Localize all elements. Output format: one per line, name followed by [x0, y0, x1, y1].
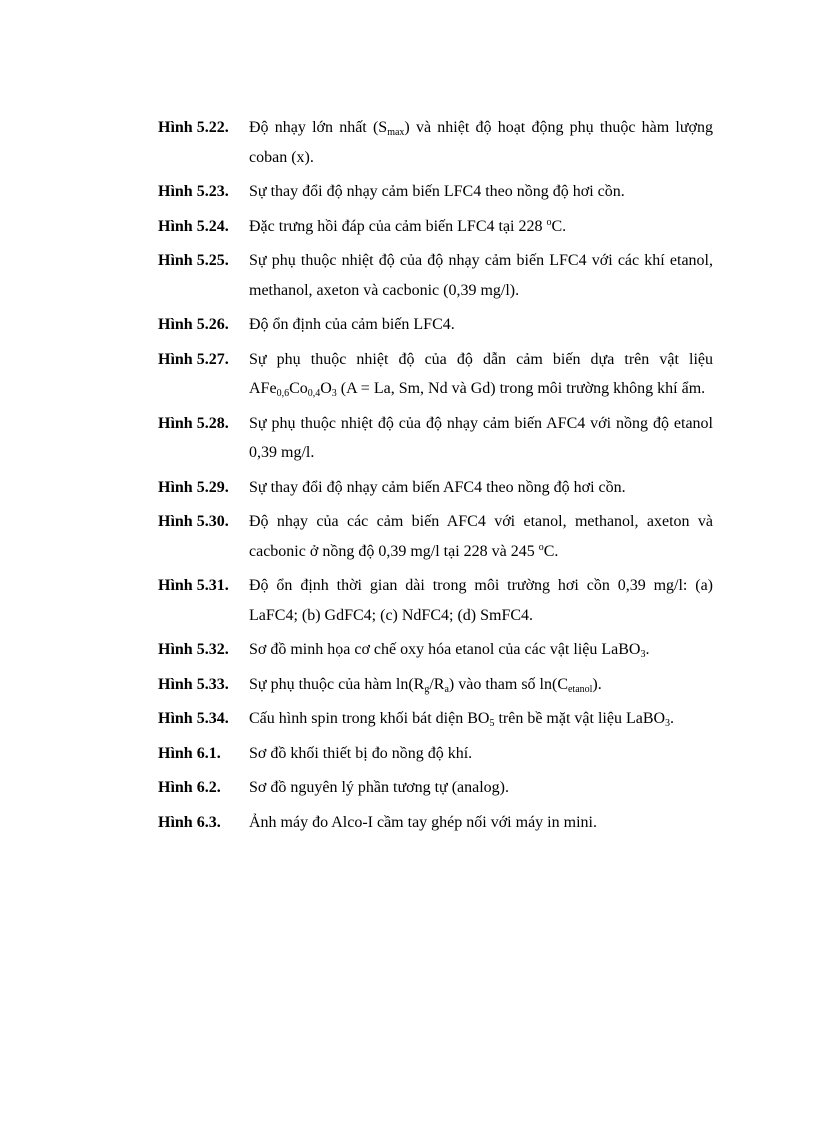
- subscript-text: 3: [665, 718, 671, 729]
- caption-text: Sơ đồ minh họa cơ chế oxy hóa etanol của các vật liệu LaBO: [249, 641, 641, 658]
- figure-caption: [249, 310, 713, 340]
- figure-label: Hình 5.27.: [158, 350, 229, 368]
- figure-list: [158, 113, 713, 842]
- figure-entry: [158, 246, 713, 305]
- figure-caption: [249, 507, 713, 566]
- figure-label: Hình 5.29.: [158, 478, 229, 496]
- caption-text: Đặc trưng hồi đáp của cảm biến LFC4 tại 228: [249, 217, 547, 235]
- caption-text: Sự phụ thuộc nhiệt độ của độ dẫn cảm biến dựa trên vật liệu AFe: [249, 350, 713, 397]
- figure-label: Hình 5.23.: [158, 183, 229, 200]
- figure-entry: [158, 409, 713, 468]
- figure-label: Hình 5.33.: [158, 675, 229, 693]
- figure-caption: [249, 808, 713, 838]
- caption-text: Sự phụ thuộc nhiệt độ của độ nhạy cảm biến AFC4 với nồng độ etanol 0,39 mg/l.: [249, 414, 713, 461]
- caption-text: ) và nhiệt độ hoạt động phụ thuộc hàm lượng coban (x).: [249, 119, 713, 166]
- figure-entry: [158, 808, 713, 838]
- caption-text: .: [645, 641, 650, 658]
- figure-entry: [158, 113, 713, 172]
- caption-text: Độ ổn định của cảm biến LFC4.: [249, 316, 455, 333]
- caption-text: O: [320, 380, 332, 397]
- superscript-text: o: [538, 541, 544, 553]
- subscript-text: a: [444, 683, 449, 695]
- caption-text: Ảnh máy đo Alco-I cầm tay ghép nối với máy in mini.: [249, 813, 597, 831]
- subscript-text: 0,6: [276, 388, 290, 399]
- figure-entry: [158, 212, 713, 242]
- figure-entry: [158, 739, 713, 769]
- caption-text: Sự thay đổi độ nhạy cảm biến AFC4 theo nồng độ hơi cồn.: [249, 478, 626, 496]
- figure-caption: [249, 739, 713, 769]
- caption-text: C.: [543, 542, 559, 560]
- figure-caption: [249, 635, 713, 665]
- figure-caption: [249, 473, 713, 503]
- figure-caption: [249, 704, 713, 734]
- caption-text: Sơ đồ nguyên lý phần tương tự (analog).: [249, 779, 510, 796]
- subscript-text: 0,4: [307, 388, 321, 399]
- caption-text: (A = La, Sm, Nd và Gd) trong môi trường không khí ẩm.: [336, 380, 706, 397]
- caption-text: Độ nhạy của các cảm biến AFC4 với etanol, methanol, axeton và cacbonic ở nồng độ 0,39 mg/l tại 228 và 245: [249, 513, 713, 560]
- figure-label: Hình 5.30.: [158, 513, 229, 530]
- figure-entry: [158, 773, 713, 803]
- figure-entry: [158, 704, 713, 734]
- figure-entry: [158, 345, 713, 404]
- subscript-text: 3: [640, 649, 646, 660]
- subscript-text: 5: [489, 718, 495, 729]
- figure-label: Hình 5.28.: [158, 414, 229, 432]
- figure-label: Hình 5.22.: [158, 119, 229, 136]
- figure-entry: [158, 571, 713, 630]
- caption-text: ) vào tham số ln(C: [448, 675, 568, 693]
- caption-text: Co: [289, 380, 308, 397]
- figure-entry: [158, 310, 713, 340]
- figure-entry: [158, 177, 713, 207]
- figure-label: Hình 5.31.: [158, 577, 229, 594]
- caption-text: Độ ổn định thời gian dài trong môi trường hơi cồn 0,39 mg/l: (a) LaFC4; (b) GdFC4; (c) NdFC4; (d) SmFC4.: [249, 577, 713, 624]
- figure-label: Hình 6.2.: [158, 779, 221, 796]
- figure-label: Hình 6.3.: [158, 813, 221, 831]
- figure-label: Hình 5.34.: [158, 710, 229, 727]
- figure-caption: [249, 212, 713, 242]
- figure-label: Hình 5.26.: [158, 316, 229, 333]
- figure-entry: [158, 507, 713, 566]
- caption-text: Độ nhạy lớn nhất (S: [249, 119, 388, 136]
- figure-caption: [249, 345, 713, 404]
- caption-text: Cấu hình spin trong khối bát diện BO: [249, 710, 490, 727]
- figure-entry: [158, 635, 713, 665]
- caption-text: trên bề mặt vật liệu LaBO: [494, 710, 666, 727]
- caption-text: .: [670, 710, 675, 727]
- figure-caption: [249, 409, 713, 468]
- figure-label: Hình 5.32.: [158, 641, 229, 658]
- caption-text: Sự thay đổi độ nhạy cảm biến LFC4 theo nồng độ hơi cồn.: [249, 183, 625, 200]
- subscript-text: max: [387, 127, 405, 138]
- figure-entry: [158, 473, 713, 503]
- figure-label: Hình 5.25.: [158, 252, 229, 269]
- superscript-text: o: [546, 216, 552, 228]
- figure-caption: [249, 177, 713, 207]
- subscript-text: etanol: [567, 683, 593, 695]
- caption-text: Sự phụ thuộc của hàm ln(R: [249, 675, 425, 693]
- subscript-text: 3: [331, 388, 337, 399]
- figure-caption: [249, 113, 713, 172]
- figure-entry: [158, 670, 713, 700]
- caption-text: /R: [429, 675, 445, 693]
- figure-label: Hình 5.24.: [158, 217, 229, 235]
- figure-caption: [249, 571, 713, 630]
- caption-text: C.: [551, 217, 567, 235]
- figure-caption: [249, 670, 713, 700]
- figure-caption: [249, 246, 713, 305]
- caption-text: ).: [592, 675, 602, 693]
- subscript-text: g: [424, 683, 430, 695]
- caption-text: Sự phụ thuộc nhiệt độ của độ nhạy cảm biến LFC4 với các khí etanol, methanol, axeton và cacbonic (0,39 mg/l).: [249, 252, 713, 299]
- figure-label: Hình 6.1.: [158, 744, 221, 762]
- figure-caption: [249, 773, 713, 803]
- caption-text: Sơ đồ khối thiết bị đo nồng độ khí.: [249, 744, 473, 762]
